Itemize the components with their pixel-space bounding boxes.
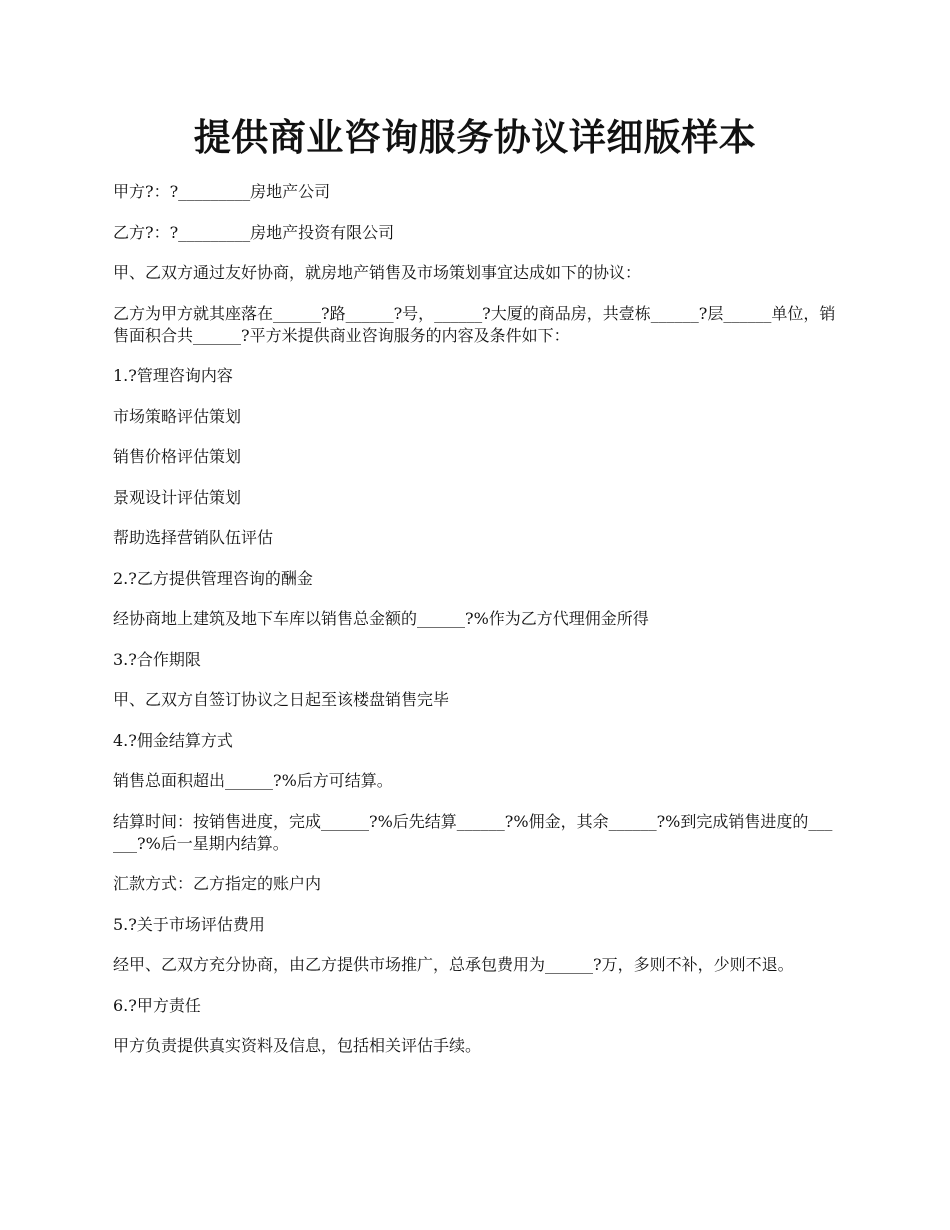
list-item: 市场策略评估策划 bbox=[113, 406, 242, 426]
section-heading-2: 2.?乙方提供管理咨询的酬金 bbox=[113, 568, 313, 588]
party-a-line: 甲方?：?_________房地产公司 bbox=[113, 182, 331, 201]
section-heading-3: 3.?合作期限 bbox=[113, 649, 201, 669]
settlement-condition-paragraph: 销售总面积超出______?%后方可结算。 bbox=[113, 771, 393, 790]
section-heading-6: 6.?甲方责任 bbox=[113, 995, 201, 1015]
party-a-duty-paragraph: 甲方负责提供真实资料及信息，包括相关评估手续。 bbox=[113, 1036, 482, 1055]
section-heading-5: 5.?关于市场评估费用 bbox=[113, 914, 265, 934]
term-paragraph: 甲、乙双方自签订协议之日起至该楼盘销售完毕 bbox=[113, 690, 450, 709]
list-item: 景观设计评估策划 bbox=[113, 487, 242, 507]
settlement-time-paragraph: 结算时间：按销售进度，完成______?%后先结算______?%佣金，其余______?%到完成销售进度的______?%后一星期内结算。 bbox=[113, 811, 833, 853]
party-b-line: 乙方?：?_________房地产投资有限公司 bbox=[113, 222, 395, 242]
property-paragraph: 乙方为甲方就其座落在______?路______?号，______?大厦的商品房，共壹栋______?层______单位，销售面积合共______?平方米提供商业咨询服务的内容及条件如下： bbox=[113, 303, 836, 345]
remittance-paragraph: 汇款方式：乙方指定的账户内 bbox=[113, 874, 322, 893]
list-item: 帮助选择营销队伍评估 bbox=[113, 528, 274, 547]
commission-paragraph: 经协商地上建筑及地下车库以销售总金额的______?%作为乙方代理佣金所得 bbox=[113, 609, 649, 628]
intro-paragraph: 甲、乙双方通过友好协商，就房地产销售及市场策划事宜达成如下的协议： bbox=[113, 263, 642, 282]
section-heading-1: 1.?管理咨询内容 bbox=[113, 366, 233, 385]
market-fee-paragraph: 经甲、乙双方充分协商，由乙方提供市场推广，总承包费用为______?万，多则不补，少则不退。 bbox=[113, 955, 794, 974]
document-body bbox=[113, 181, 837, 1076]
list-item: 销售价格评估策划 bbox=[113, 447, 242, 466]
document-title: 提供商业咨询服务协议详细版样本 bbox=[193, 115, 757, 159]
section-heading-4: 4.?佣金结算方式 bbox=[113, 730, 233, 750]
